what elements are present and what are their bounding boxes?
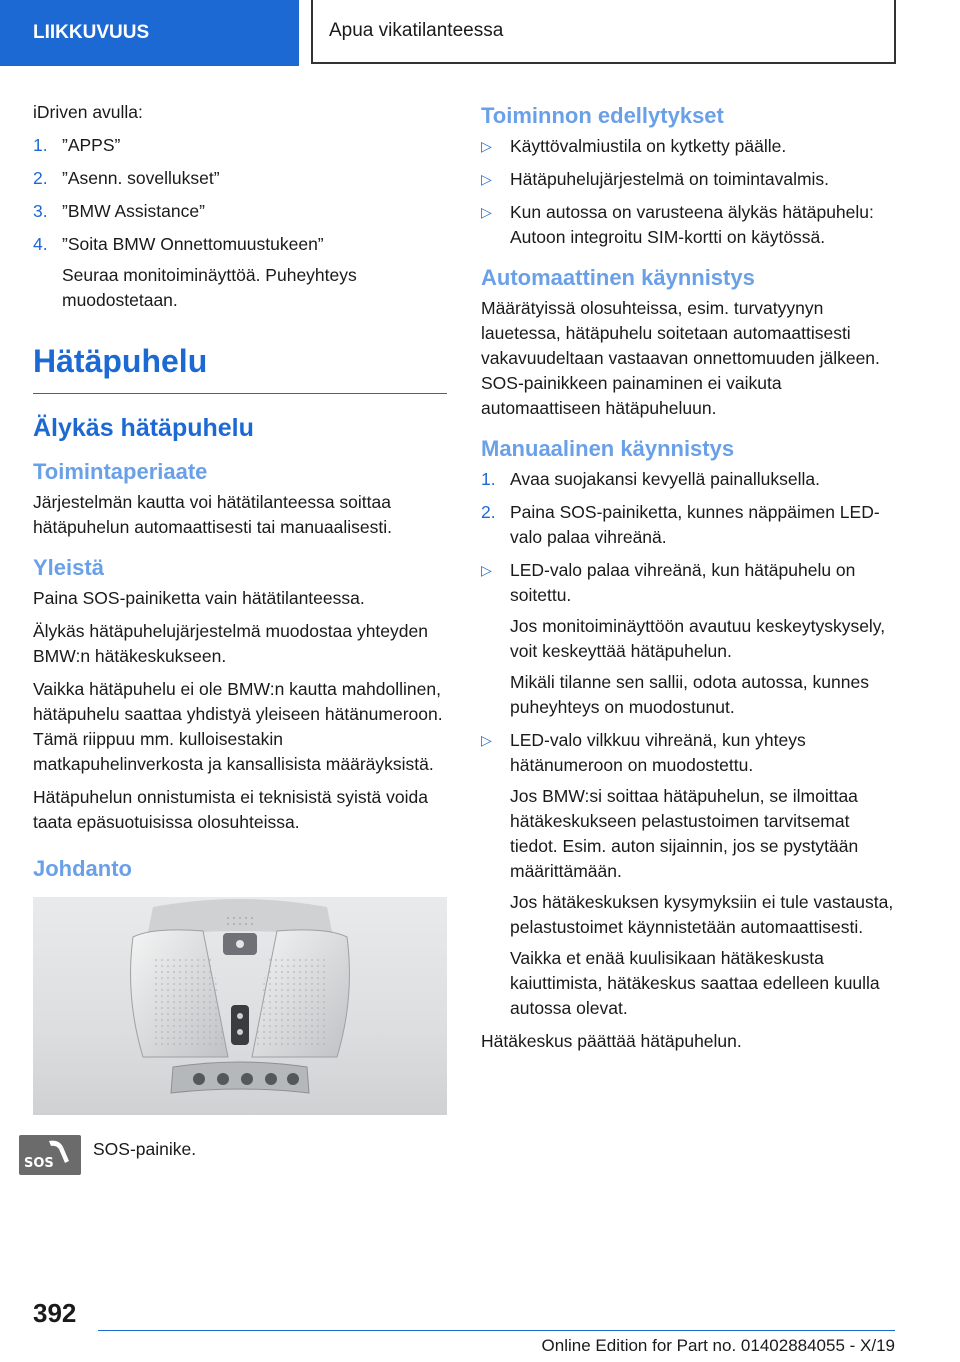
item-text: Kun autossa on varusteena älykäs hätäpuhelu: Autoon integroitu SIM-kortti on käytössä.: [510, 202, 874, 247]
step-number: 3.: [33, 201, 48, 221]
general-paragraph: Hätäpuhelun onnistumista ei teknisistä syistä voida taata epäsuotuisissa olosuhteissa.: [33, 787, 428, 832]
auto-start-heading: Automaattinen käynnistys: [481, 265, 755, 290]
roof-console-image: [33, 897, 447, 1115]
triangle-bullet-icon: ▷: [481, 171, 492, 187]
step-text: Paina SOS-painiketta, kunnes näppäimen LED-valo palaa vihreänä.: [510, 502, 880, 547]
chapter-tab: Apua vikatilanteessa: [311, 0, 896, 64]
item-continuation: Jos BMW:si soittaa hätäpuhelun, se ilmoittaa hätäkeskukseen pelastustoimen tarvitsemat tiedot. Esim. auton sijainnin, jos se pystytään määrittämään.: [510, 786, 859, 881]
footer-divider: [98, 1330, 895, 1331]
figure-legend: [19, 1135, 447, 1175]
step-text: ”Soita BMW Onnettomuustukeen”: [62, 234, 324, 254]
list-item: [33, 166, 447, 191]
list-item: [33, 232, 447, 313]
idrive-steps: [33, 133, 447, 313]
intro-text: iDriven avulla:: [33, 102, 143, 122]
auto-start-text: Määrätyissä olosuhteissa, esim. turvatyynyn lauetessa, hätäpuhelu soitetaan automaattisesti vakavuudeltaan vastaavan onnettomuuden jälkeen. SOS-painikkeen painaminen ei vaikuta automaattiseen hätäpuheluun.: [481, 298, 880, 418]
triangle-bullet-icon: ▷: [481, 138, 492, 154]
triangle-bullet-icon: ▷: [481, 562, 492, 578]
intro-heading: Johdanto: [33, 856, 132, 881]
left-column: [24, 100, 447, 1175]
page-header: [0, 0, 960, 66]
list-item: [33, 133, 447, 158]
item-continuation: Jos monitoiminäyttöön avautuu keskeytyskysely, voit keskeyttää hätäpuhelun.: [510, 616, 886, 661]
sos-icon-label: SOS: [24, 1156, 54, 1171]
manual-steps: [481, 467, 896, 550]
right-column: [481, 100, 896, 1062]
list-item: [481, 167, 896, 192]
step-number: 2.: [481, 502, 496, 522]
roof-console-illustration: [33, 897, 447, 1115]
step-number: 1.: [481, 469, 496, 489]
step-number: 2.: [33, 168, 48, 188]
step-number: 1.: [33, 135, 48, 155]
manual-start-heading: Manuaalinen käynnistys: [481, 436, 735, 461]
principle-text: Järjestelmän kautta voi hätätilanteessa soittaa hätäpuhelun automaattisesti tai manuaalisesti.: [33, 492, 392, 537]
general-heading: Yleistä: [33, 555, 104, 580]
list-item: [33, 199, 447, 224]
list-item: [481, 200, 896, 250]
step-text: Avaa suojakansi kevyellä painalluksella.: [510, 469, 821, 489]
list-item: [481, 558, 896, 720]
sos-phone-icon: [19, 1135, 81, 1175]
legend-text: SOS-painike.: [93, 1139, 197, 1159]
general-paragraph: Paina SOS-painiketta vain hätätilanteessa.: [33, 588, 365, 608]
item-text: Hätäpuhelujärjestelmä on toimintavalmis.: [510, 169, 830, 189]
requirements-heading: Toiminnon edellytykset: [481, 103, 724, 128]
item-continuation: Vaikka et enää kuulisikaan hätäkeskusta kaiuttimista, hätäkeskus saattaa edelleen kuulla autossa olevat.: [510, 948, 880, 1018]
list-item: [481, 467, 896, 492]
step-text: ”APPS”: [62, 135, 121, 155]
step-text: ”BMW Assistance”: [62, 201, 205, 221]
page-number: 392: [33, 1298, 77, 1328]
triangle-bullet-icon: ▷: [481, 204, 492, 220]
requirements-list: [481, 134, 896, 250]
item-text: LED-valo vilkkuu vihreänä, kun yhteys hätänumeroon on muodostettu.: [510, 730, 806, 775]
list-item: [481, 728, 896, 1021]
item-continuation: Mikäli tilanne sen sallii, odota autossa, kunnes puheyhteys on muodostunut.: [510, 672, 869, 717]
step-number: 4.: [33, 234, 48, 254]
led-status-list: [481, 558, 896, 1021]
triangle-bullet-icon: ▷: [481, 732, 492, 748]
item-text: Käyttövalmiustila on kytketty päälle.: [510, 136, 787, 156]
list-item: [481, 134, 896, 159]
general-paragraph: Vaikka hätäpuhelu ei ole BMW:n kautta mahdollinen, hätäpuhelu saattaa yhdistyä yleiseen hätänumeroon. Tämä riippuu mm. kulloisestakin matkapuhelinverkosta ja kansallisista määräyksistä.: [33, 679, 443, 774]
main-heading: Hätäpuhelu: [33, 341, 447, 394]
end-text: Hätäkeskus päättää hätäpuhelun.: [481, 1031, 742, 1051]
step-text: ”Asenn. sovellukset”: [62, 168, 220, 188]
list-item: [481, 500, 896, 550]
section-tab: LIIKKUVUUS: [0, 0, 299, 66]
item-text: LED-valo palaa vihreänä, kun hätäpuhelu on soitettu.: [510, 560, 856, 605]
general-paragraph: Älykäs hätäpuhelujärjestelmä muodostaa yhteyden BMW:n hätäkeskukseen.: [33, 621, 428, 666]
edition-note: Online Edition for Part no. 01402884055 - X/19: [541, 1336, 895, 1355]
sub-heading: Älykäs hätäpuhelu: [33, 414, 254, 442]
principle-heading: Toimintaperiaate: [33, 459, 208, 484]
item-continuation: Jos hätäkeskuksen kysymyksiin ei tule vastausta, pelastustoimet käynnistetään automaattisesti.: [510, 892, 894, 937]
step-continuation: Seuraa monitoiminäyttöä. Puheyhteys muodostetaan.: [62, 265, 357, 310]
